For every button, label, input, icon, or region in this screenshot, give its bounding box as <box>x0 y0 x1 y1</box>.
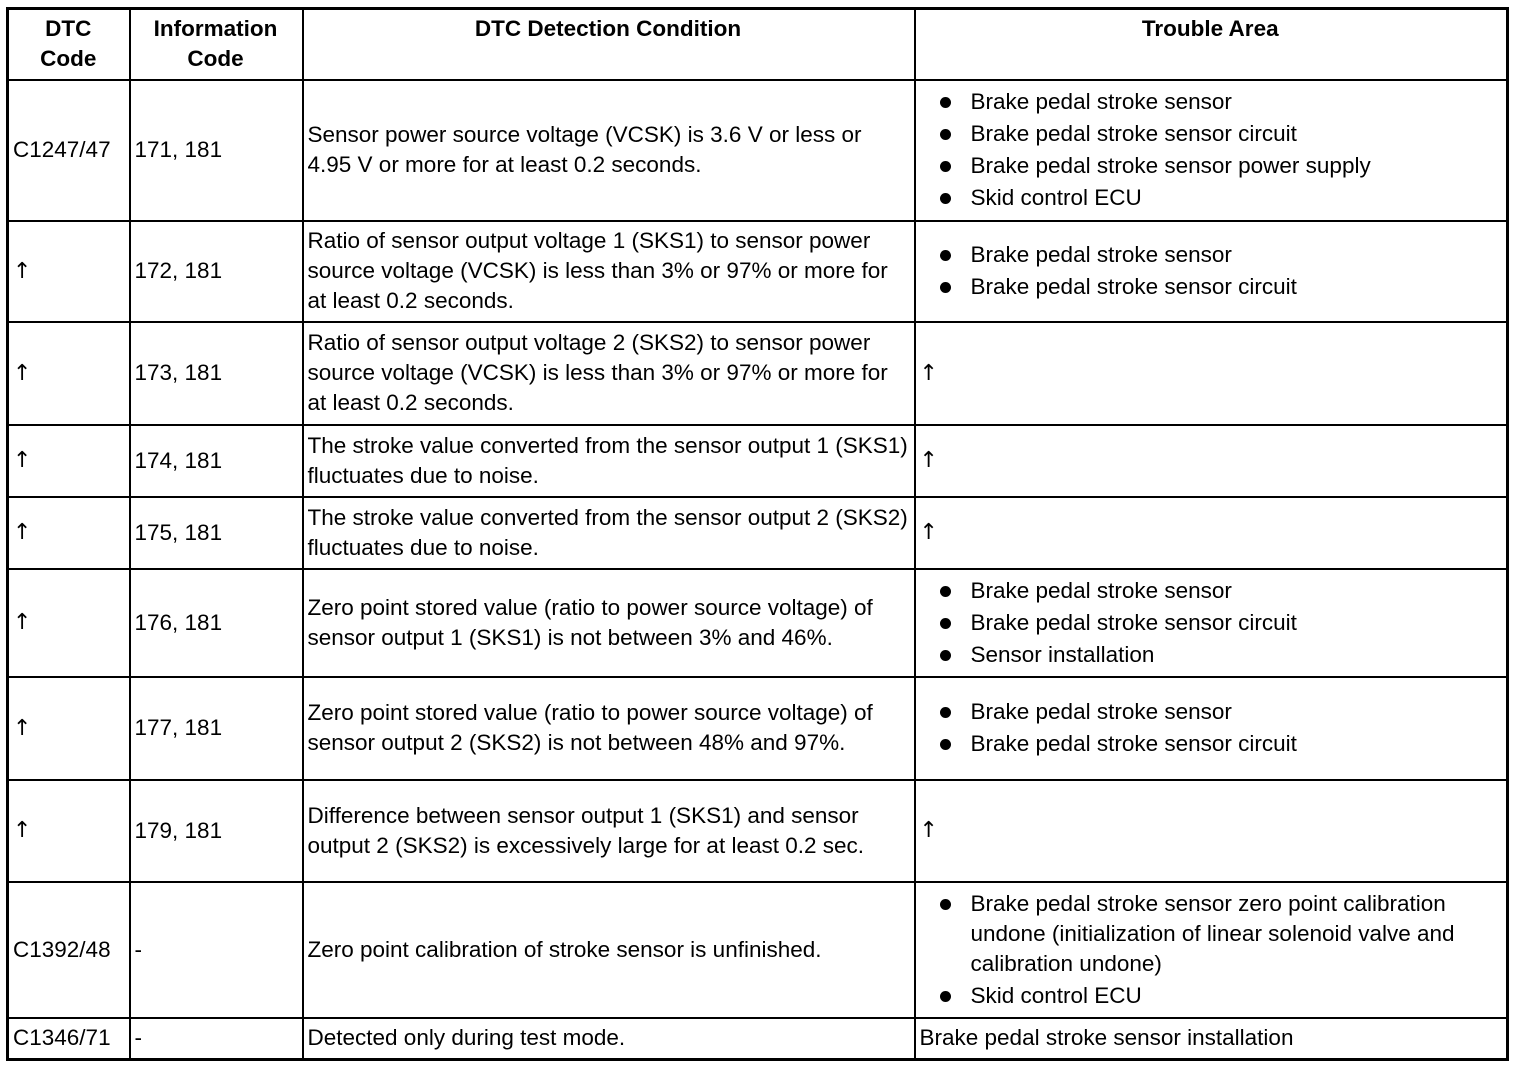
same-as-above-arrow-icon: ↑ <box>13 520 32 545</box>
information-code-cell <box>130 322 303 425</box>
information-code: 174, 181 <box>134 447 223 473</box>
detection-condition-cell <box>303 221 915 322</box>
dtc-code-cell <box>8 425 130 497</box>
trouble-area-list <box>920 240 1502 302</box>
bullet-icon <box>940 129 951 140</box>
detection-condition-text: Detected only during test mode. <box>307 1025 626 1051</box>
header-dtc-code <box>8 9 130 80</box>
information-code: 172, 181 <box>134 258 223 283</box>
trouble-area-item-text: Brake pedal stroke sensor zero point calibration undone (initialization of linear solenoid valve and calibration undone) <box>970 890 1455 976</box>
trouble-area-item-text: Brake pedal stroke sensor <box>970 699 1232 724</box>
detection-condition-cell <box>303 882 915 1018</box>
bullet-icon <box>940 618 951 629</box>
header-detection-condition <box>303 9 915 80</box>
bullet-icon <box>940 250 951 261</box>
trouble-area-text: Brake pedal stroke sensor installation <box>919 1025 1294 1051</box>
trouble-area-cell <box>915 569 1508 677</box>
same-as-above-arrow-icon: ↑ <box>13 610 32 635</box>
same-as-above-arrow-icon: ↑ <box>13 360 32 386</box>
header-dtc-code-line-2: Code <box>40 46 97 71</box>
information-code-cell <box>130 425 303 497</box>
trouble-area-item <box>920 240 1502 270</box>
information-code: 176, 181 <box>134 609 223 635</box>
table-row <box>8 882 1508 1018</box>
detection-condition-text: Zero point calibration of stroke sensor is unfinished. <box>307 936 822 962</box>
trouble-area-item-text: Skid control ECU <box>970 185 1142 210</box>
same-as-above-arrow-icon: ↑ <box>919 818 938 843</box>
dtc-code-cell <box>8 1018 130 1060</box>
same-as-above-arrow-icon: ↑ <box>13 818 32 843</box>
trouble-area-item-text: Skid control ECU <box>970 982 1142 1008</box>
trouble-area-cell <box>915 221 1508 322</box>
information-code-cell <box>130 80 303 221</box>
header-info-code-line-2: Code <box>187 46 244 71</box>
detection-condition-text: The stroke value converted from the sensor output 1 (SKS1) fluctuates due to noise. <box>307 432 908 488</box>
table-row <box>8 780 1508 882</box>
bullet-icon <box>940 899 951 910</box>
trouble-area-item-text: Brake pedal stroke sensor circuit <box>970 121 1297 146</box>
dtc-code-cell <box>8 677 130 780</box>
dtc-code-cell <box>8 569 130 677</box>
bullet-icon <box>940 650 951 661</box>
trouble-area-item-text: Brake pedal stroke sensor <box>970 89 1232 114</box>
table-row <box>8 497 1508 569</box>
dtc-code-cell <box>8 497 130 569</box>
same-as-above-arrow-icon: ↑ <box>13 715 32 741</box>
same-as-above-arrow-icon: ↑ <box>13 258 32 284</box>
table-row <box>8 322 1508 425</box>
trouble-area-cell <box>915 322 1508 425</box>
detection-condition-cell <box>303 569 915 677</box>
information-code: 175, 181 <box>134 519 223 545</box>
header-dtc-code-line-1: DTC <box>45 16 92 41</box>
detection-condition-text: Difference between sensor output 1 (SKS1) and sensor output 2 (SKS2) is excessively large for at least 0.2 sec. <box>307 802 865 858</box>
trouble-area-item-text: Brake pedal stroke sensor <box>970 242 1232 267</box>
trouble-area-list <box>920 697 1502 759</box>
header-trouble-area-text: Trouble Area <box>1141 16 1279 41</box>
trouble-area-item <box>920 272 1502 302</box>
detection-condition-text: Ratio of sensor output voltage 1 (SKS1) to sensor power source voltage (VCSK) is less than 3% or 97% or more for at least 0.2 seconds. <box>307 228 888 313</box>
detection-condition-text: The stroke value converted from the sensor output 2 (SKS2) fluctuates due to noise. <box>307 504 908 560</box>
trouble-area-item-text: Brake pedal stroke sensor circuit <box>970 731 1297 756</box>
information-code-cell <box>130 882 303 1018</box>
information-code-cell <box>130 221 303 322</box>
dtc-code-cell <box>8 780 130 882</box>
same-as-above-arrow-icon: ↑ <box>919 520 938 545</box>
trouble-area-item <box>920 981 1502 1011</box>
header-trouble-area <box>915 9 1508 80</box>
information-code: 179, 181 <box>134 817 223 843</box>
table-body <box>8 80 1508 1060</box>
table-row <box>8 569 1508 677</box>
bullet-icon <box>940 97 951 108</box>
trouble-area-list <box>920 576 1502 670</box>
information-code: 177, 181 <box>134 715 223 740</box>
bullet-icon <box>940 991 951 1002</box>
trouble-area-list <box>920 889 1502 1011</box>
information-code-cell <box>130 677 303 780</box>
trouble-area-cell <box>915 882 1508 1018</box>
bullet-icon <box>940 739 951 750</box>
table-row <box>8 1018 1508 1060</box>
trouble-area-item <box>920 608 1502 638</box>
trouble-area-cell <box>915 677 1508 780</box>
detection-condition-cell <box>303 322 915 425</box>
trouble-area-item-text: Brake pedal stroke sensor power supply <box>970 153 1371 178</box>
dtc-code-cell <box>8 221 130 322</box>
trouble-area-cell <box>915 497 1508 569</box>
bullet-icon <box>940 707 951 718</box>
trouble-area-item <box>920 119 1502 149</box>
same-as-above-arrow-icon: ↑ <box>919 360 938 386</box>
trouble-area-item <box>920 640 1502 670</box>
information-code: - <box>134 936 142 962</box>
trouble-area-cell <box>915 425 1508 497</box>
information-code: 173, 181 <box>134 360 223 385</box>
dtc-table <box>6 7 1509 1061</box>
dtc-code: C1392/48 <box>13 936 111 962</box>
same-as-above-arrow-icon: ↑ <box>13 448 32 473</box>
trouble-area-item <box>920 697 1502 727</box>
detection-condition-cell <box>303 425 915 497</box>
detection-condition-cell <box>303 677 915 780</box>
header-condition-text: DTC Detection Condition <box>474 16 742 41</box>
bullet-icon <box>940 586 951 597</box>
dtc-code: C1346/71 <box>13 1025 111 1051</box>
detection-condition-text: Ratio of sensor output voltage 2 (SKS2) to sensor power source voltage (VCSK) is less than 3% or 97% or more for at least 0.2 seconds. <box>307 330 888 415</box>
trouble-area-item <box>920 183 1502 213</box>
table-row <box>8 425 1508 497</box>
table-row <box>8 221 1508 322</box>
trouble-area-item <box>920 151 1502 181</box>
header-information-code <box>130 9 303 80</box>
bullet-icon <box>940 193 951 204</box>
information-code-cell <box>130 1018 303 1060</box>
header-row <box>8 9 1508 80</box>
detection-condition-cell <box>303 780 915 882</box>
dtc-code-cell <box>8 882 130 1018</box>
information-code: - <box>134 1025 142 1051</box>
dtc-code: C1247/47 <box>13 137 111 162</box>
detection-condition-cell <box>303 80 915 221</box>
detection-condition-text: Sensor power source voltage (VCSK) is 3.6 V or less or 4.95 V or more for at least 0.2 seconds. <box>307 122 862 177</box>
table-row <box>8 80 1508 221</box>
trouble-area-item-text: Brake pedal stroke sensor <box>970 577 1232 603</box>
same-as-above-arrow-icon: ↑ <box>919 448 938 473</box>
trouble-area-list <box>920 87 1502 213</box>
dtc-table-container <box>6 7 1509 1061</box>
information-code-cell <box>130 569 303 677</box>
information-code-cell <box>130 780 303 882</box>
trouble-area-item <box>920 87 1502 117</box>
trouble-area-item-text: Sensor installation <box>970 641 1155 667</box>
bullet-icon <box>940 282 951 293</box>
detection-condition-text: Zero point stored value (ratio to power source voltage) of sensor output 1 (SKS1) is not between 3% and 46%. <box>307 594 873 650</box>
trouble-area-cell <box>915 1018 1508 1060</box>
trouble-area-item <box>920 889 1502 979</box>
detection-condition-text: Zero point stored value (ratio to power source voltage) of sensor output 2 (SKS2) is not between 48% and 97%. <box>307 700 873 755</box>
information-code: 171, 181 <box>134 137 223 162</box>
trouble-area-item <box>920 576 1502 606</box>
detection-condition-cell <box>303 1018 915 1060</box>
trouble-area-cell <box>915 80 1508 221</box>
detection-condition-cell <box>303 497 915 569</box>
information-code-cell <box>130 497 303 569</box>
dtc-code-cell <box>8 322 130 425</box>
trouble-area-cell <box>915 780 1508 882</box>
trouble-area-item-text: Brake pedal stroke sensor circuit <box>970 609 1297 635</box>
header-info-code-line-1: Information <box>153 16 278 41</box>
dtc-code-cell <box>8 80 130 221</box>
trouble-area-item <box>920 729 1502 759</box>
table-row <box>8 677 1508 780</box>
bullet-icon <box>940 161 951 172</box>
trouble-area-item-text: Brake pedal stroke sensor circuit <box>970 274 1297 299</box>
